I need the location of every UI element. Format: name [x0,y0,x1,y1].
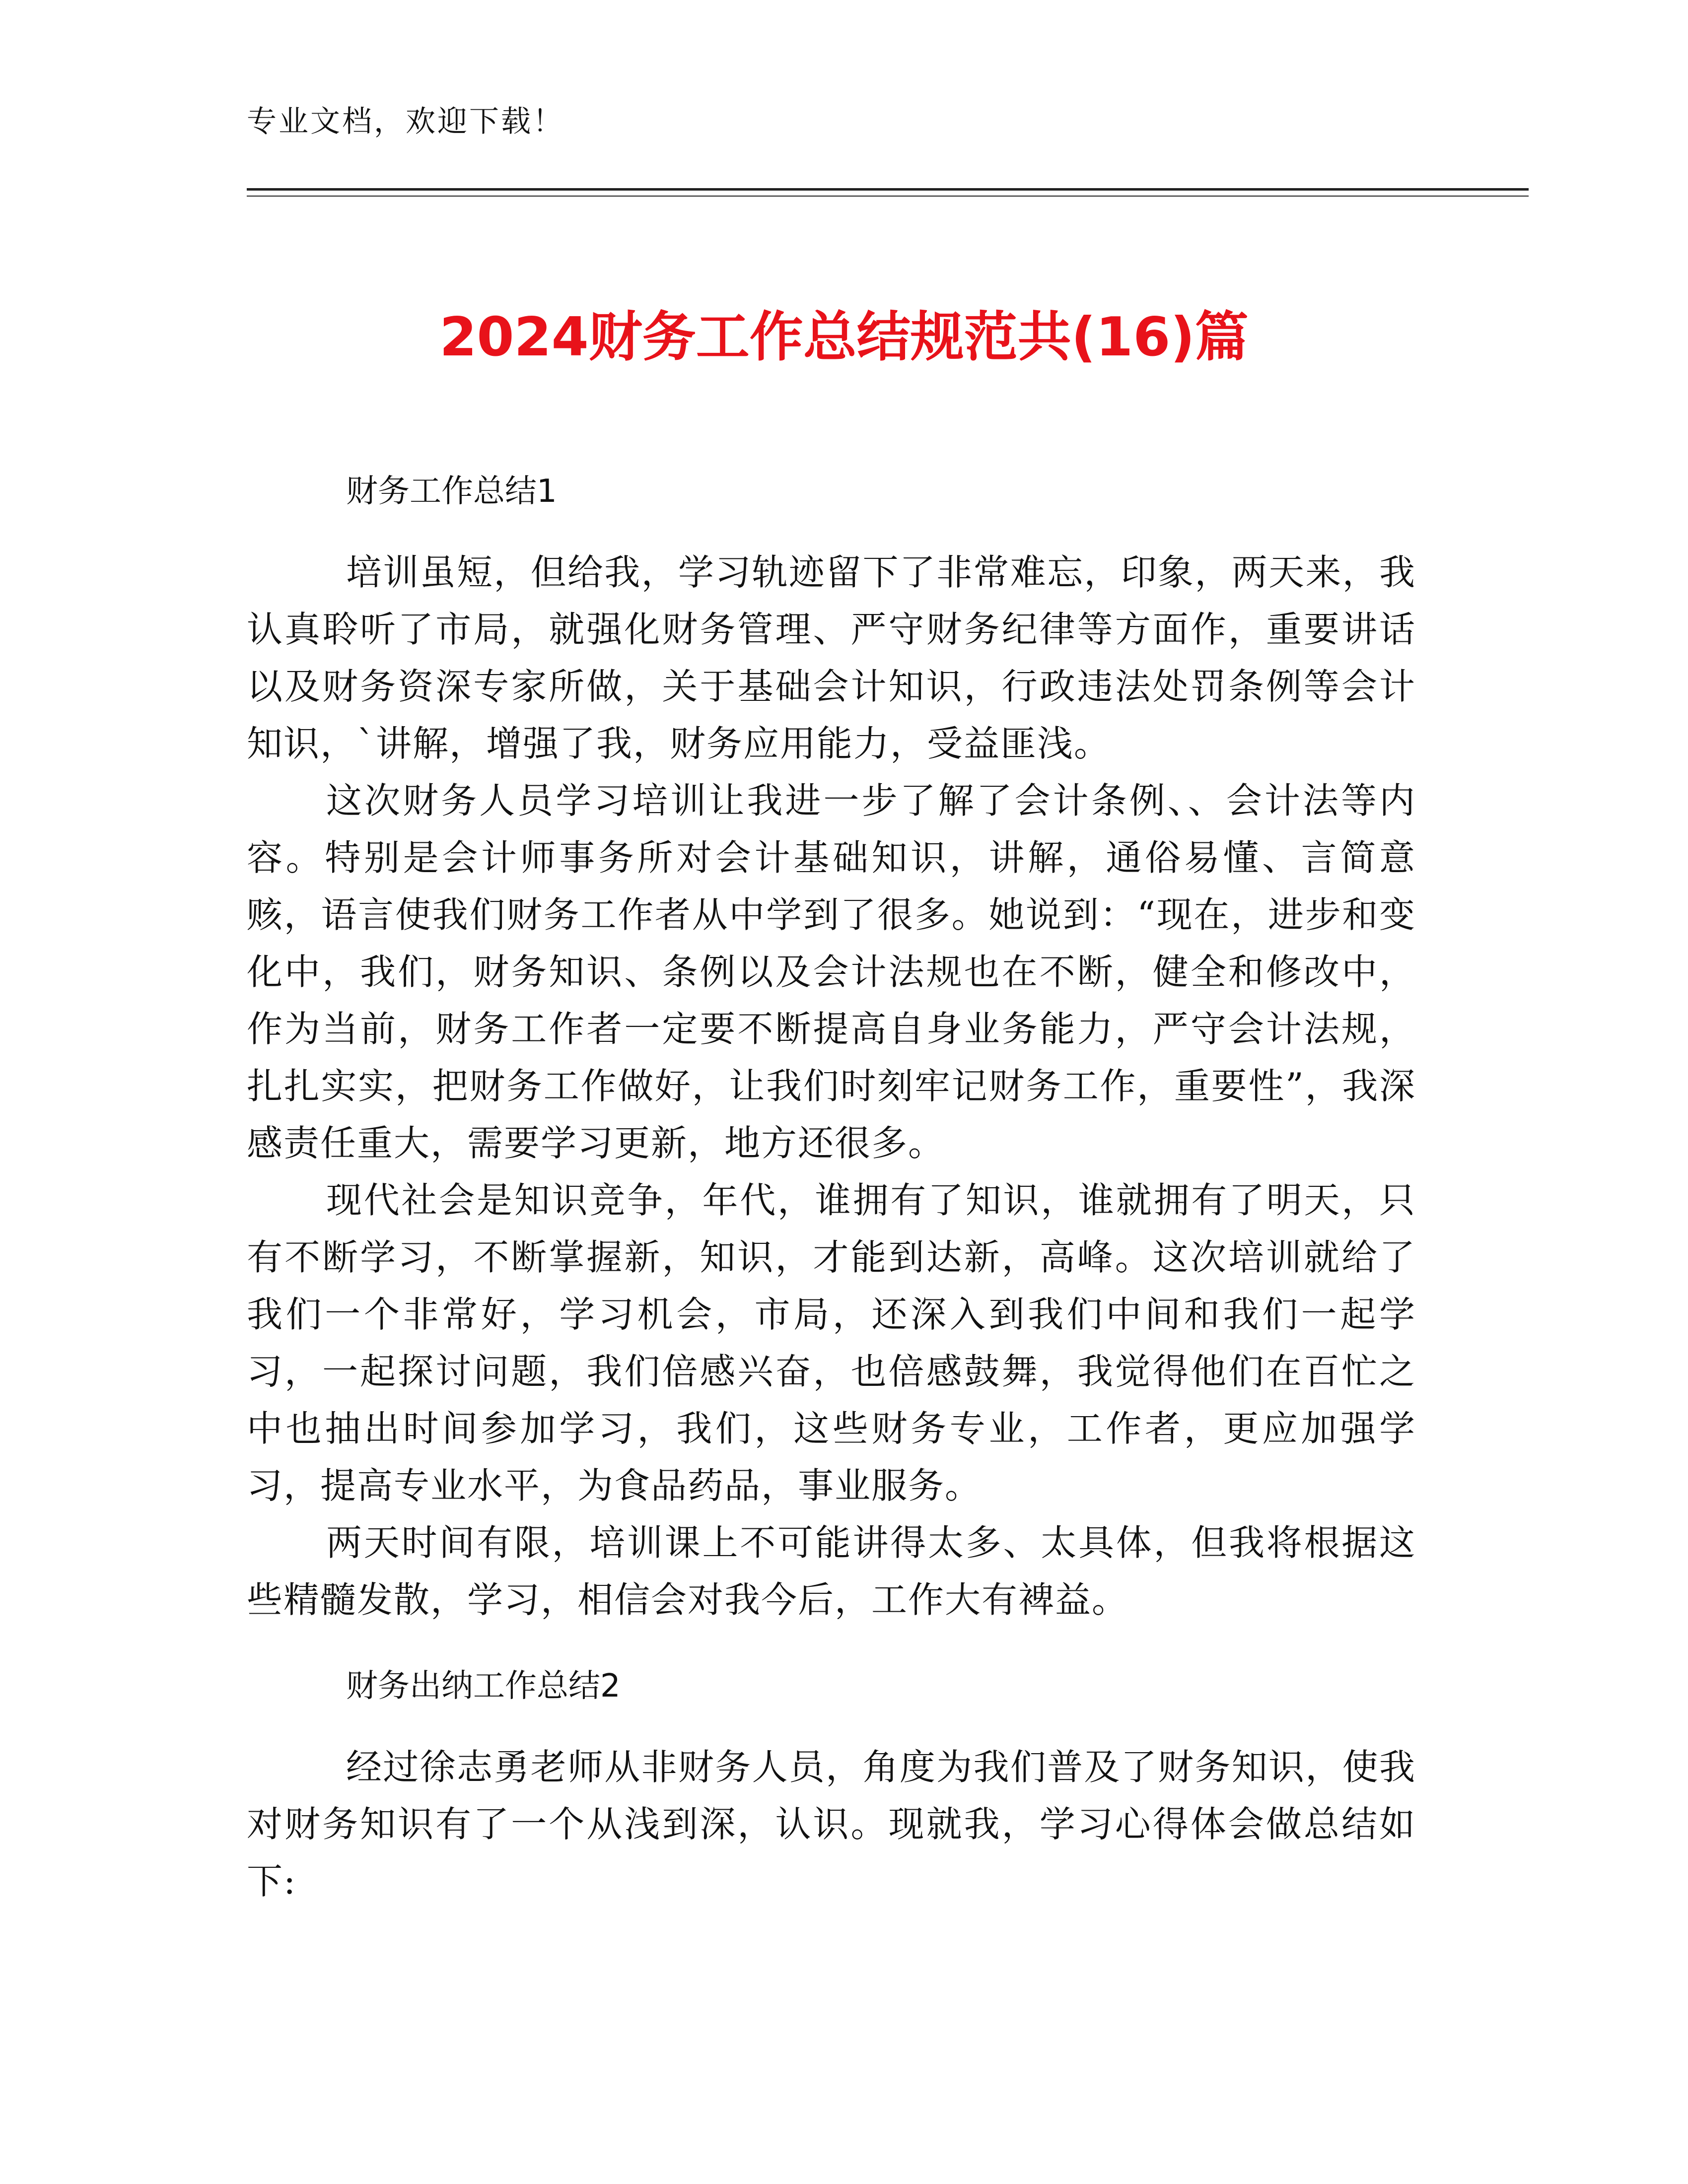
paragraph: 培训虽短，但给我，学习轨迹留下了非常难忘，印象，两天来，我认真聆听了市局，就强化财务管理、严守财务纪律等方面作，重要讲话以及财务资深专家所做，关于基础会计知识，行政违法处罚条例等会计知识，`讲解，增强了我，财务应用能力，受益匪浅。 [247,551,1416,764]
paragraph: 经过徐志勇老师从非财务人员，角度为我们普及了财务知识，使我对财务知识有了一个从浅到深，认识。现就我，学习心得体会做总结如下: [247,1746,1416,1902]
document-body [247,467,1416,1910]
section-spacer [247,1629,1416,1661]
header-divider-thick [247,188,1529,191]
paragraph: 现代社会是知识竞争，年代，谁拥有了知识，谁就拥有了明天，只有不断学习，不断掌握新，知识，才能到达新，高峰。这次培训就给了我们一个非常好，学习机会，市局，还深入到我们中间和我们一起学习，一起探讨问题，我们倍感兴奋，也倍感鼓舞，我觉得他们在百忙之中也抽出时间参加学习，我们，这些财务专业，工作者，更应加强学习，提高专业水平，为食品药品，事业服务。 [247,1179,1416,1506]
paragraph: 这次财务人员学习培训让我进一步了解了会计条例、、会计法等内容。特别是会计师事务所对会计基础知识，讲解，通俗易懂、言简意赅，语言使我们财务工作者从中学到了很多。她说到：“现在，进步和变化中，我们，财务知识、条例以及会计法规也在不断，健全和修改中，作为当前，财务工作者一定要不断提高自身业务能力，严守会计法规，扎扎实实，把财务工作做好，让我们时刻牢记财务工作，重要性”，我深感责任重大，需要学习更新，地方还很多。 [247,780,1416,1164]
header-divider-thin [247,196,1529,197]
page-header: 专业文档，欢迎下载！ [247,104,564,139]
document-title: 2024财务工作总结规范共(16)篇 [439,306,1249,368]
section-heading: 财务出纳工作总结2 [346,1668,621,1705]
section-heading: 财务工作总结1 [346,473,557,510]
paragraph: 两天时间有限，培训课上不可能讲得太多、太具体，但我将根据这些精髓发散，学习，相信会对我今后，工作大有裨益。 [247,1522,1416,1621]
